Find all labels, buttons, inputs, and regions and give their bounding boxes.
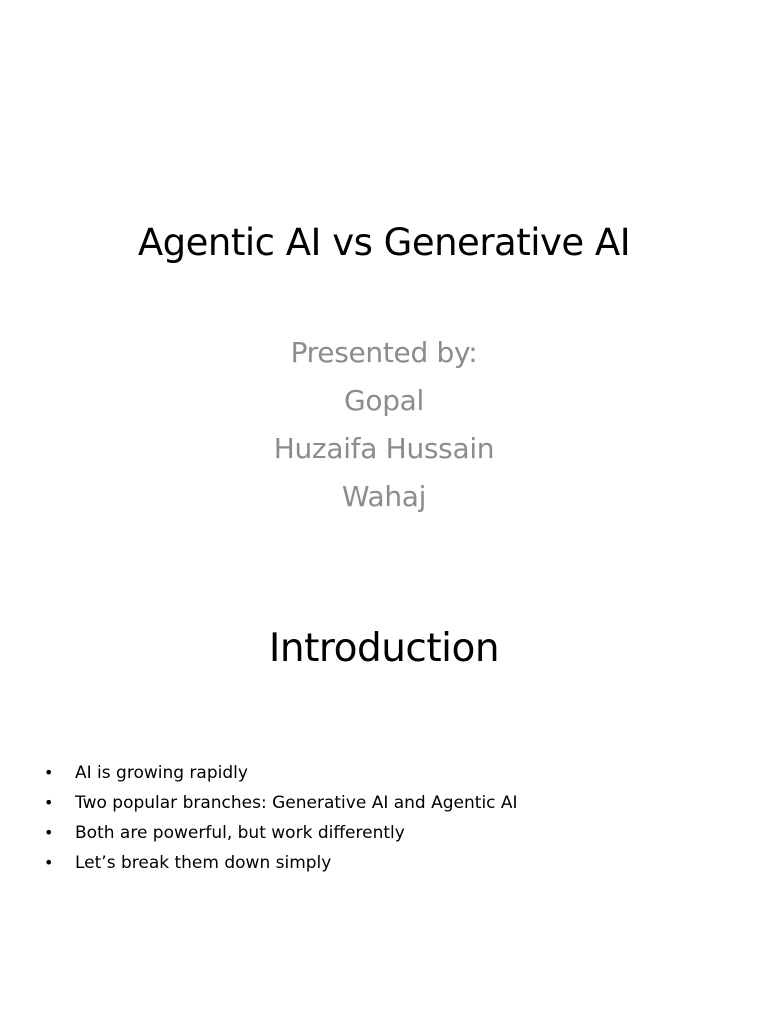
bullet-list <box>0 760 518 880</box>
bullet-text: Both are powerful, but work differently <box>75 823 405 843</box>
slide-title: Agentic AI vs Generative AI <box>137 221 631 264</box>
presenter-name: Gopal <box>343 384 425 417</box>
bullet-icon: • <box>44 793 54 812</box>
presented-by-label: Presented by: <box>290 336 478 369</box>
bullet-text: Two popular branches: Generative AI and Agentic AI <box>75 793 518 813</box>
slide-title: Introduction <box>268 626 500 671</box>
presenter-name: Wahaj <box>341 480 427 513</box>
presenter-name: Huzaifa Hussain <box>273 432 495 465</box>
list-item <box>0 850 518 880</box>
bullet-text: AI is growing rapidly <box>75 763 248 783</box>
introduction-slide <box>0 576 768 1024</box>
list-item <box>0 790 518 820</box>
list-item <box>0 760 518 790</box>
bullet-text: Let’s break them down simply <box>75 853 332 873</box>
bullet-icon: • <box>44 823 54 842</box>
presenters-subtitle <box>0 333 768 525</box>
bullet-icon: • <box>44 853 54 872</box>
bullet-icon: • <box>44 763 54 782</box>
list-item <box>0 820 518 850</box>
